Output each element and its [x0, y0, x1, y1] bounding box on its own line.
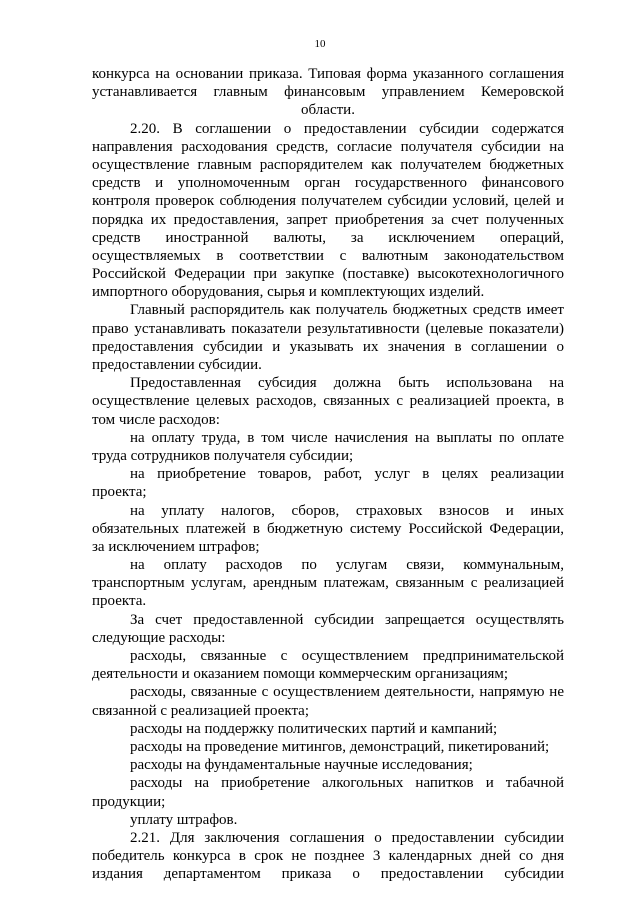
text-line: расходы на фундаментальные научные исследования;: [130, 757, 473, 774]
text-line: средств и уполномоченным орган государственного финансового: [92, 175, 564, 192]
text-line: труда сотрудников получателя субсидии;: [92, 447, 354, 464]
text-line: За счет предоставленной субсидии запрещается осуществлять: [130, 611, 564, 628]
text-line: деятельности и оказанием помощи коммерческим организациям;: [92, 666, 509, 683]
text-line: уплату штрафов.: [130, 811, 238, 828]
text-line: Российской Федерации при закупке (поставке) высокотехнологичного: [92, 266, 564, 283]
text-line: за исключением штрафов;: [92, 538, 260, 555]
text-line: проекта;: [92, 484, 147, 501]
text-line: конкурса на основании приказа. Типовая форма указанного соглашения: [92, 66, 564, 82]
text-line: осуществление целевых расходов, связанных с реализацией проекта, в: [92, 393, 564, 410]
text-line: связанной с реализацией проекта;: [92, 702, 310, 719]
text-line: 2.20. В соглашении о предоставлении субсидии содержатся: [130, 120, 564, 137]
text-line: направления расходования средств, согласие получателя субсидии на: [92, 138, 564, 155]
text-line: расходы на проведение митингов, демонстраций, пикетирований;: [130, 738, 550, 755]
text-line: на приобретение товаров, работ, услуг в целях реализации: [130, 466, 564, 483]
text-line: продукции;: [92, 793, 166, 810]
text-line: расходы на приобретение алкогольных напитков и табачной: [130, 775, 564, 792]
text-line: расходы, связанные с осуществлением деятельности, напрямую не: [130, 684, 564, 701]
text-line: порядка их предоставления, запрет приобретения за счет полученных: [92, 211, 564, 228]
text-line: обязательных платежей в бюджетную систему Российской Федерации,: [92, 520, 564, 537]
text-line: на оплату расходов по услугам связи, коммунальным,: [130, 557, 564, 574]
text-line: предоставления субсидии и указывать их значения в соглашении о: [92, 338, 564, 355]
text-line: расходы на поддержку политических партий и кампаний;: [130, 720, 498, 737]
page-number: 10: [314, 38, 326, 50]
document-body: [92, 65, 564, 883]
text-line: Предоставленная субсидия должна быть использована на: [130, 375, 564, 392]
text-line: импортного оборудования, сырья и комплектующих изделий.: [92, 284, 485, 301]
text-line: следующие расходы:: [92, 629, 226, 646]
text-line: 2.21. Для заключения соглашения о предоставлении субсидии: [130, 829, 564, 846]
text-line: осуществляемых в соответствии с валютным законодательством: [92, 247, 564, 264]
text-line: на уплату налогов, сборов, страховых взносов и иных: [130, 502, 564, 519]
text-line: право устанавливать показатели результативности (целевые показатели): [92, 320, 564, 337]
text-line: области.: [301, 102, 355, 119]
text-line: средств иностранной валюты, за исключением операций,: [92, 229, 564, 246]
text-line: осуществление главным распорядителем как получателем бюджетных: [92, 156, 564, 173]
text-line: победитель конкурса в срок не позднее 3 календарных дней со дня: [92, 848, 564, 865]
text-line: контроля проверок соблюдения получателем субсидии условий, целей и: [92, 193, 564, 210]
text-line: том числе расходов:: [92, 411, 220, 428]
text-line: издания департаментом приказа о предоставлении субсидии: [92, 866, 564, 883]
text-line: Главный распорядитель как получатель бюджетных средств имеет: [130, 302, 564, 319]
text-line: транспортным услугам, арендным платежам, связанным с реализацией: [92, 575, 564, 592]
text-line: расходы, связанные с осуществлением предпринимательской: [130, 648, 564, 664]
text-line: предоставлении субсидии.: [92, 357, 262, 373]
text-line: устанавливается главным финансовым управлением Кемеровской: [92, 84, 564, 101]
text-line: проекта.: [92, 593, 147, 610]
text-line: на оплату труда, в том числе начисления на выплаты по оплате: [130, 429, 564, 446]
